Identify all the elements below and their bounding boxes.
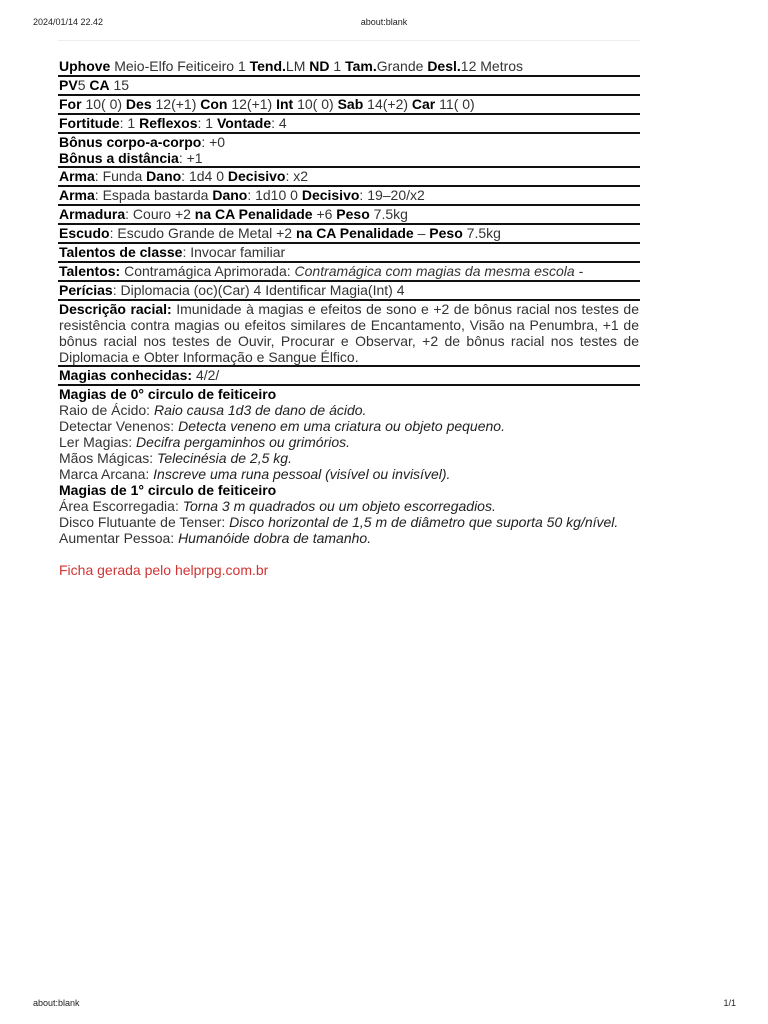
ranged-value: : +1 — [178, 150, 203, 166]
ca-label: CA — [89, 77, 110, 93]
armor-label: Armadura — [59, 206, 126, 222]
circle0-title: Magias de 0° circulo de feiticeiro — [59, 386, 277, 402]
armor-row — [58, 206, 640, 225]
spell-name: Mãos Mágicas: — [59, 450, 154, 466]
print-page-title: about:blank — [360, 17, 408, 27]
known-spells-row — [58, 367, 640, 386]
attr-value: 11( 0) — [439, 96, 475, 112]
spell-desc: Telecinésia de 2,5 kg. — [157, 450, 292, 466]
attr-label: Con — [200, 96, 228, 112]
spell-item — [58, 450, 640, 466]
spell-name: Ler Magias: — [59, 434, 133, 450]
attr-value: 10( 0) — [85, 96, 123, 112]
spell-desc: Decifra pergaminhos ou grimórios. — [136, 434, 351, 450]
print-header — [0, 17, 768, 31]
tend-label: Tend. — [249, 58, 286, 74]
pv-value: 5 — [77, 77, 86, 93]
shield-name: : Escudo Grande de Metal +2 — [109, 225, 293, 241]
spell-desc: Torna 3 m quadrados ou um objeto escorregadios. — [182, 498, 496, 514]
armor-peso-label: Peso — [336, 206, 370, 222]
spell-name: Raio de Ácido: — [59, 402, 151, 418]
talents-label: Talentos: — [59, 263, 121, 279]
weapon-label: Arma — [59, 187, 95, 203]
spell-item — [58, 418, 640, 434]
print-page-count: 1/1 — [723, 998, 736, 1008]
talents-value: Contramágica Aprimorada: — [124, 263, 291, 279]
attr-value: 12(+1) — [155, 96, 197, 112]
desl-value: 12 Metros — [460, 58, 524, 74]
attr-label: Car — [411, 96, 436, 112]
spell-desc: Inscreve uma runa pessoal (visível ou invisível). — [153, 466, 451, 482]
decisivo-label: Decisivo — [301, 187, 360, 203]
spell-desc: Humanóide dobra de tamanho. — [178, 530, 372, 546]
shield-peso-label: Peso — [429, 225, 463, 241]
desl-label: Desl. — [427, 58, 461, 74]
attr-value: 12(+1) — [231, 96, 273, 112]
weapon-label: Arma — [59, 168, 95, 184]
weapon-row — [58, 187, 640, 206]
character-sheet — [58, 58, 640, 579]
shield-penalty: – — [417, 225, 426, 241]
skills-row — [58, 282, 640, 301]
shield-row — [58, 225, 640, 244]
racial-value: Imunidade à magias e efeitos de sono e +2 de bônus racial nos testes de resistência contra magias ou efeitos similares de Encantamento, Visão na Penumbra, +1 de bônus racial nos testes de Ouvir, Procurar e Observar, +2 de bônus racial nos testes de Diplomacia e Obter Informação e Sangue Élfico. — [59, 301, 639, 365]
nd-label: ND — [309, 58, 330, 74]
circle1-title: Magias de 1° circulo de feiticeiro — [59, 482, 277, 498]
spell-desc: Raio causa 1d3 de dano de ácido. — [153, 402, 367, 418]
print-footer-url: about:blank — [33, 998, 80, 1008]
armor-peso: 7.5kg — [373, 206, 408, 222]
dano-value: : 1d4 0 — [181, 168, 224, 184]
class-talents-value: : Invocar familiar — [182, 244, 286, 260]
skills-label: Perícias — [59, 282, 113, 298]
attr-label: Sab — [337, 96, 364, 112]
spell-item — [58, 514, 640, 530]
decisivo-value: : 19–20/x2 — [359, 187, 425, 203]
vontade-value: : 4 — [271, 115, 287, 131]
fortitude-label: Fortitude — [59, 115, 120, 131]
spell-desc: Detecta veneno em uma criatura ou objeto pequeno. — [178, 418, 505, 434]
spell-name: Aumentar Pessoa: — [59, 530, 175, 546]
spell-name: Marca Arcana: — [59, 466, 150, 482]
melee-value: : +0 — [201, 134, 226, 150]
attributes-row — [58, 96, 640, 115]
fortitude-value: : 1 — [119, 115, 136, 131]
class-talents-label: Talentos de classe — [59, 244, 183, 260]
attr-label: Des — [125, 96, 152, 112]
tam-value: Grande — [376, 58, 424, 74]
spell-name: Detectar Venenos: — [59, 418, 175, 434]
saves-row — [58, 115, 640, 134]
spell-item — [58, 434, 640, 450]
talents-desc: Contramágica com magias da mesma escola - — [294, 263, 584, 279]
tend-value: LM — [285, 58, 306, 74]
reflexos-label: Reflexos — [139, 115, 198, 131]
known-label: Magias conhecidas: — [59, 367, 193, 383]
dano-label: Dano — [212, 187, 248, 203]
attr-label: Int — [276, 96, 294, 112]
armor-ca-label: na CA Penalidade — [194, 206, 313, 222]
pv-label: PV — [59, 77, 78, 93]
spell-name: Área Escorregadia: — [59, 498, 179, 514]
spell-item — [58, 466, 640, 482]
attr-label: For — [59, 96, 82, 112]
generator-credit: Ficha gerada pelo helprpg.com.br — [59, 562, 269, 578]
dano-label: Dano — [146, 168, 182, 184]
attack-bonus-row — [58, 134, 640, 168]
spell-item — [58, 402, 640, 418]
shield-ca-label: na CA Penalidade — [295, 225, 414, 241]
skills-value: : Diplomacia (oc)(Car) 4 Identificar Magia(Int) 4 — [112, 282, 405, 298]
reflexos-value: : 1 — [197, 115, 214, 131]
talents-row — [58, 263, 640, 282]
print-datetime: 2024/01/14 22.42 — [33, 17, 104, 27]
armor-name: : Couro +2 — [125, 206, 191, 222]
attr-value: 10( 0) — [297, 96, 334, 112]
spell-desc: Disco horizontal de 1,5 m de diâmetro que suporta 50 kg/nível. — [229, 514, 619, 530]
nd-value: 1 — [333, 58, 342, 74]
weapon-name: : Funda — [94, 168, 143, 184]
shield-label: Escudo — [59, 225, 110, 241]
header-divider — [58, 40, 640, 41]
vontade-label: Vontade — [216, 115, 272, 131]
dano-value: : 1d10 0 — [247, 187, 298, 203]
armor-penalty: +6 — [316, 206, 333, 222]
spell-name: Disco Flutuante de Tenser: — [59, 514, 226, 530]
racial-label: Descrição racial: — [59, 301, 172, 317]
racial-row — [58, 301, 640, 367]
ranged-label: Bônus a distância — [59, 150, 179, 166]
pv-ca-row — [58, 77, 640, 96]
sheet-title-row — [58, 58, 640, 77]
character-name: Uphove — [59, 58, 111, 74]
spell-item — [58, 530, 640, 546]
decisivo-value: : x2 — [285, 168, 309, 184]
known-value: 4/2/ — [195, 367, 220, 383]
spell-item — [58, 498, 640, 514]
attr-value: 14(+2) — [367, 96, 409, 112]
weapon-name: : Espada bastarda — [94, 187, 209, 203]
tam-label: Tam. — [345, 58, 377, 74]
decisivo-label: Decisivo — [227, 168, 286, 184]
melee-label: Bônus corpo-a-corpo — [59, 134, 202, 150]
race-class: Meio-Elfo Feiticeiro 1 — [114, 58, 246, 74]
weapon-row — [58, 168, 640, 187]
class-talents-row — [58, 244, 640, 263]
ca-value: 15 — [113, 77, 130, 93]
shield-peso: 7.5kg — [466, 225, 501, 241]
